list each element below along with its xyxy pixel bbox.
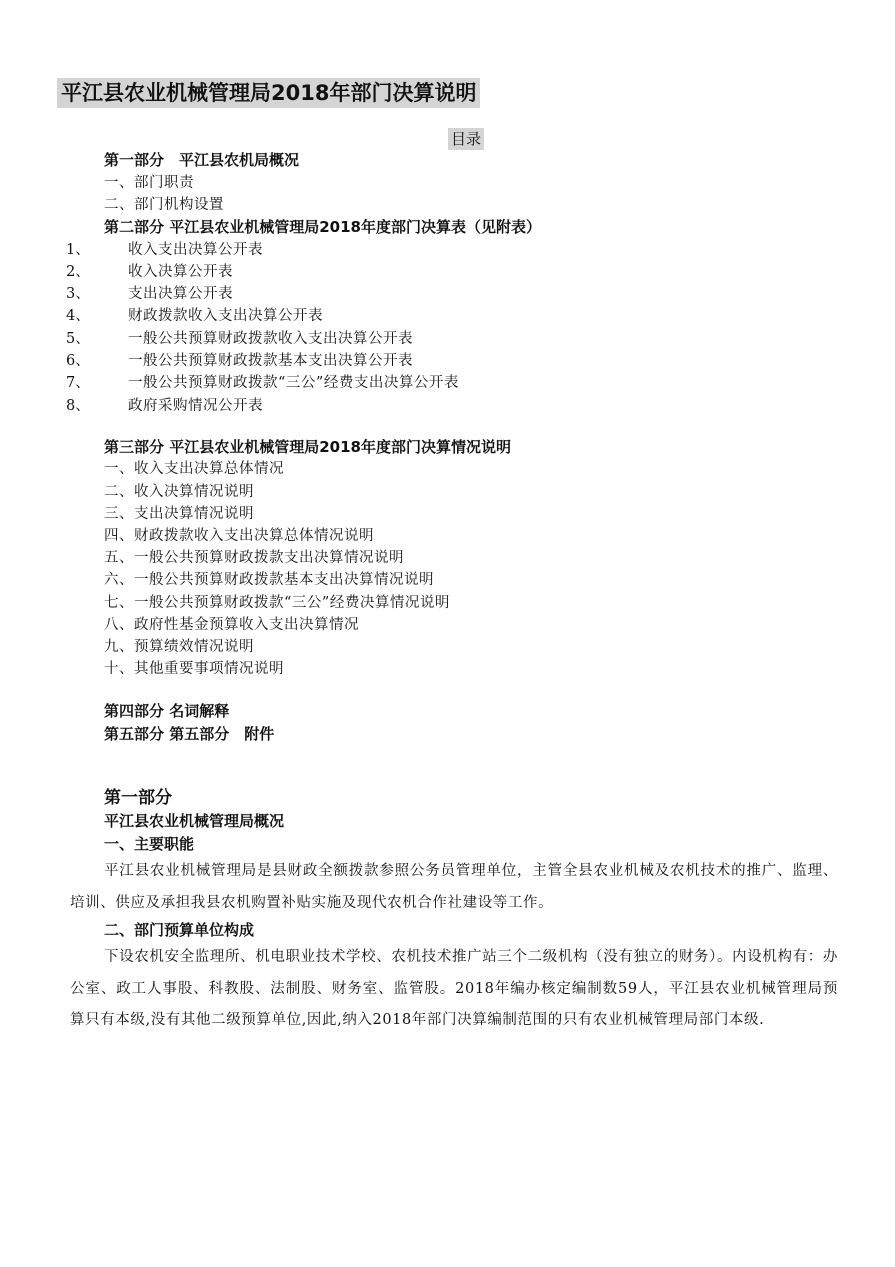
toc-part3-item: 一、收入支出决算总体情况 <box>104 461 284 477</box>
toc-part3-item: 十、其他重要事项情况说明 <box>104 661 284 677</box>
toc-part2-item-number: 4、 <box>66 308 90 324</box>
toc-part2-item-text: 一般公共预算财政拨款基本支出决算公开表 <box>128 353 413 369</box>
section1-part-label: 第一部分 <box>104 788 172 808</box>
toc-part2-item-text: 一般公共预算财政拨款“三公”经费支出决算公开表 <box>128 375 459 391</box>
toc-part1-item: 二、部门机构设置 <box>104 197 224 213</box>
toc-part3-item: 三、支出决算情况说明 <box>104 506 254 522</box>
toc-part5-title: 第五部分 第五部分 附件 <box>104 725 275 743</box>
toc-part2-item-text: 支出决算公开表 <box>128 286 233 302</box>
toc-part2-item-number: 7、 <box>66 375 90 391</box>
toc-part2-item-text: 收入支出决算公开表 <box>128 242 263 258</box>
section1-paragraph-units: 下设农机安全监理所、机电职业技术学校、农机技术推广站三个二级机构（没有独立的财务）。内设机构有：办公室、政工人事股、科教股、法制股、财务室、监管股。2018年编办核定编制数59人，平江县农业机械管理局预算只有本级,没有其他二级预算单位,因此,纳入2018年部门决算编制范围的只有农业机械管理局部门本级. <box>70 949 838 1028</box>
toc-part2-item-number: 2、 <box>66 264 90 280</box>
section1-title: 平江县农业机械管理局概况 <box>104 812 285 830</box>
toc-part4-title: 第四部分 名词解释 <box>104 702 230 720</box>
toc-part3-title: 第三部分 平江县农业机械管理局2018年度部门决算情况说明 <box>104 438 511 456</box>
section1-heading-functions: 一、主要职能 <box>104 835 195 853</box>
toc-part2-item-number: 3、 <box>66 286 90 302</box>
toc-heading: 目录 <box>448 128 484 150</box>
toc-part2-item-text: 收入决算公开表 <box>128 264 233 280</box>
toc-part2-title: 第二部分 平江县农业机械管理局2018年度部门决算表（见附表） <box>104 218 541 236</box>
toc-part2-item-number: 6、 <box>66 353 90 369</box>
toc-part2-item-text: 一般公共预算财政拨款收入支出决算公开表 <box>128 331 413 347</box>
toc-part2-item-text: 财政拨款收入支出决算公开表 <box>128 308 323 324</box>
section1-paragraph-functions: 平江县农业机械管理局是县财政全额拨款参照公务员管理单位，主管全县农业机械及农机技术的推广、监理、培训、供应及承担我县农机购置补贴实施及现代农机合作社建设等工作。 <box>70 863 838 911</box>
toc-part3-item: 六、一般公共预算财政拨款基本支出决算情况说明 <box>104 572 434 588</box>
document-title: 平江县农业机械管理局2018年部门决算说明 <box>57 78 480 108</box>
toc-part3-item: 五、一般公共预算财政拨款支出决算情况说明 <box>104 550 404 566</box>
toc-part1-item: 一、部门职责 <box>104 175 194 191</box>
toc-part2-item-number: 8、 <box>66 398 90 414</box>
toc-part1-title: 第一部分 平江县农机局概况 <box>104 151 300 169</box>
toc-part2-item-number: 1、 <box>66 242 90 258</box>
toc-part3-item: 四、财政拨款收入支出决算总体情况说明 <box>104 528 374 544</box>
section1-heading-units: 二、部门预算单位构成 <box>104 921 255 939</box>
toc-part3-item: 九、预算绩效情况说明 <box>104 639 254 655</box>
toc-part2-item-number: 5、 <box>66 331 90 347</box>
toc-part2-item-text: 政府采购情况公开表 <box>128 398 263 414</box>
toc-part3-item: 七、一般公共预算财政拨款“三公”经费决算情况说明 <box>104 595 450 611</box>
toc-part3-item: 八、政府性基金预算收入支出决算情况 <box>104 617 359 633</box>
toc-part3-item: 二、收入决算情况说明 <box>104 484 254 500</box>
